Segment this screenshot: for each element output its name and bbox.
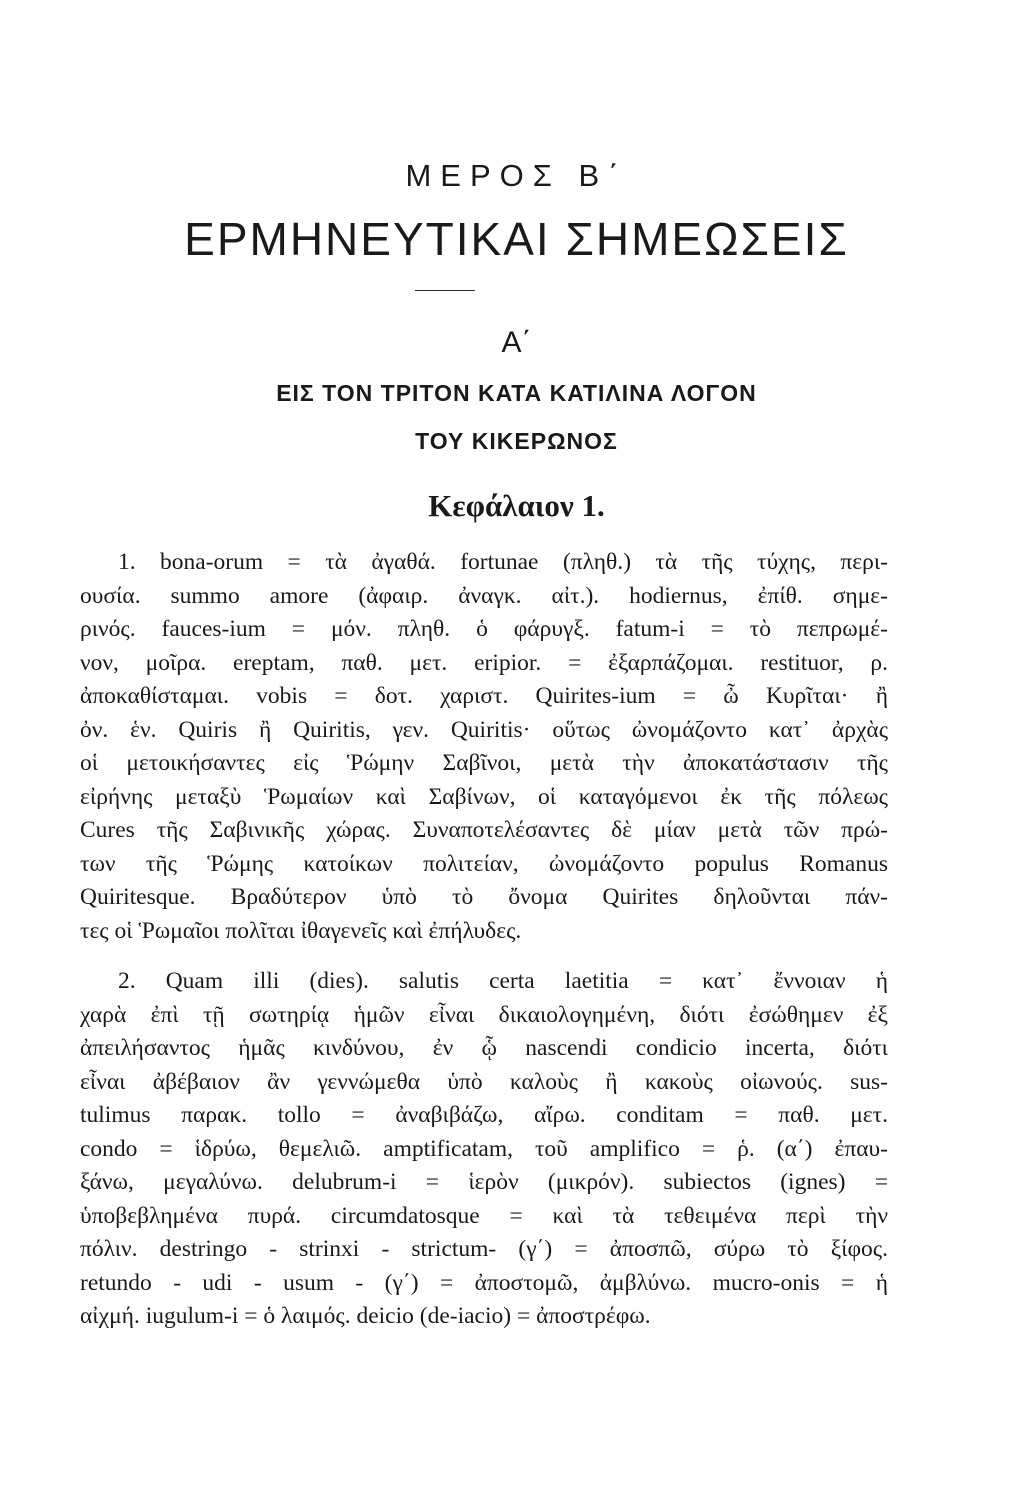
body-line: εἰρήνης μεταξὺ Ῥωμαίων καὶ Σαβίνων, οἱ καταγόμενοι ἐκ τῆς πόλεως bbox=[80, 784, 888, 810]
body-line: νον, μοῖρα. ereptam, παθ. μετ. eripior. = ἐξαρπάζομαι. restituor, ρ. bbox=[80, 650, 888, 676]
body-line: 2. Quam illi (dies). salutis certa laetitia = κατ᾽ ἔννοιαν ἡ bbox=[118, 968, 888, 994]
chapter-heading: Κεφάλαιον 1. bbox=[428, 488, 605, 523]
body-line: αἰχμή. iugulum-i = ὁ λαιμός. deicio (de-iacio) = ἀποστρέφω. bbox=[80, 1303, 651, 1329]
body-line: χαρὰ ἐπὶ τῇ σωτηρίᾳ ἡμῶν εἶναι δικαιολογημένη, διότι ἐσώθημεν ἐξ bbox=[80, 1002, 888, 1028]
body-line: πόλιν. destringo - strinxi - strictum- (γ΄) = ἀποσπῶ, σύρω τὸ ξίφος. bbox=[80, 1236, 888, 1262]
body-line: οἱ μετοικήσαντες εἰς Ῥώμην Σαβῖνοι, μετὰ τὴν ἀποκατάστασιν τῆς bbox=[80, 750, 888, 776]
body-line: ρινός. fauces-ium = μόν. πληθ. ὁ φάρυγξ. fatum-i = τὸ πεπρωμέ- bbox=[80, 616, 888, 642]
body-line: Cures τῆς Σαβινικῆς χώρας. Συναποτελέσαντες δὲ μίαν μετὰ τῶν πρώ- bbox=[80, 817, 888, 843]
body-line: ἀποκαθίσταμαι. vobis = δοτ. χαριστ. Quirites-ium = ὦ Κυρῖται· ἢ bbox=[80, 683, 888, 709]
body-line: ουσία. summo amore (ἀφαιρ. ἀναγκ. αἰτ.). hodiernus, ἐπίθ. σημε- bbox=[80, 583, 888, 609]
section-letter: Α΄ bbox=[501, 326, 532, 359]
body-line: εἶναι ἀβέβαιον ἂν γεννώμεθα ὑπὸ καλοὺς ἢ κακοὺς οἰωνούς. sus- bbox=[80, 1069, 888, 1095]
part-label: ΜΕΡΟΣ Β΄ bbox=[405, 158, 628, 193]
body-line: ἀπειλήσαντος ἡμᾶς κινδύνου, ἐν ᾧ nascendi condicio incerta, διότι bbox=[80, 1035, 888, 1061]
body-line: retundo - udi - usum - (γ΄) = ἀποστομῶ, ἀμβλύνω. mucro-onis = ἡ bbox=[80, 1270, 888, 1296]
body-line: τες οἱ Ῥωμαῖοι πολῖται ἰθαγενεῖς καὶ ἐπήλυδες. bbox=[80, 918, 522, 944]
body-line: 1. bona-orum = τὰ ἀγαθά. fortunae (πληθ.) τὰ τῆς τύχης, περι- bbox=[118, 549, 888, 575]
body-line: condo = ἱδρύω, θεμελιῶ. amptificatam, τοῦ amplifico = ῥ. (α΄) ἐπαυ- bbox=[80, 1136, 888, 1162]
title-divider bbox=[415, 290, 475, 291]
subtitle-line-2: ΤΟΥ ΚΙΚΕΡΩΝΟΣ bbox=[415, 428, 618, 454]
main-title: ΕΡΜΗΝΕΥΤΙΚΑΙ ΣΗΜΕΩΣΕΙΣ bbox=[184, 213, 849, 265]
body-line: των τῆς Ῥώμης κατοίκων πολιτείαν, ὠνομάζοντο populus Romanus bbox=[80, 851, 888, 877]
body-line: ξάνω, μεγαλύνω. delubrum-i = ἱερὸν (μικρόν). subiectos (ignes) = bbox=[80, 1169, 888, 1195]
body-line: ὀν. ἑν. Quiris ἢ Quiritis, γεν. Quiritis· οὕτως ὠνομάζοντο κατ᾽ ἀρχὰς bbox=[80, 717, 888, 743]
body-line: Quiritesque. Βραδύτερον ὑπὸ τὸ ὄνομα Quirites δηλοῦνται πάν- bbox=[80, 884, 888, 910]
subtitle-line-1: ΕΙΣ ΤΟΝ ΤΡΙΤΟΝ ΚΑΤΑ ΚΑΤΙΛΙΝΑ ΛΟΓΟΝ bbox=[276, 380, 757, 406]
body-line: tulimus παρακ. tollo = ἀναβιβάζω, αἴρω. conditam = παθ. μετ. bbox=[80, 1102, 888, 1128]
body-line: ὑποβεβλημένα πυρά. circumdatosque = καὶ τὰ τεθειμένα περὶ τὴν bbox=[80, 1203, 888, 1229]
